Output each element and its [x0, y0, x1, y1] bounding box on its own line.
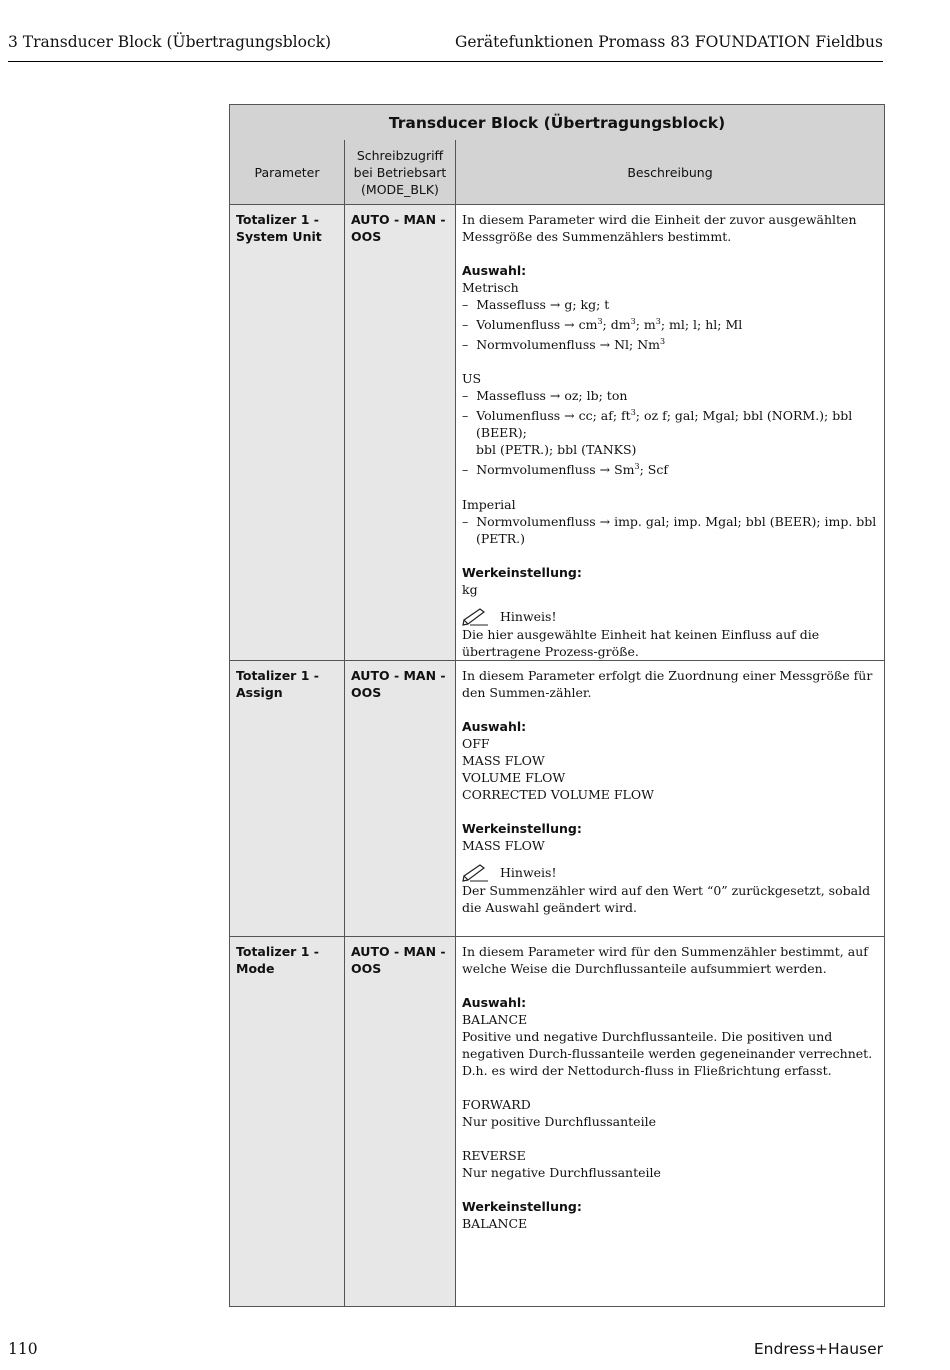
option-description: Nur positive Durchflussanteile [462, 1113, 656, 1129]
table-title: Transducer Block (Übertragungsblock) [230, 105, 885, 141]
options-group-imperial: Imperial [462, 496, 516, 512]
parameter-cell [230, 205, 345, 661]
column-header-mode [345, 140, 456, 205]
column-header-mode-line3: (MODE_BLK) [361, 181, 439, 197]
pencil-note-icon [462, 864, 490, 882]
parameter-name-line2: System Unit [236, 229, 322, 244]
default-heading: Werkeinstellung: [462, 820, 582, 836]
list-item: – Normvolumenfluss → Nl; Nm$^3$ [462, 337, 666, 353]
mode-cell [345, 660, 456, 936]
option-item: REVERSE [462, 1147, 526, 1163]
description-cell [456, 205, 885, 661]
transducer-block-table [229, 104, 885, 1307]
option-description: Nur negative Durchflussanteile [462, 1164, 661, 1180]
option-item: CORRECTED VOLUME FLOW [462, 786, 654, 802]
default-heading: Werkeinstellung: [462, 564, 582, 580]
parameter-name-line1: Totalizer 1 - [236, 212, 319, 227]
option-item: MASS FLOW [462, 752, 545, 768]
column-header-mode-line2: bei Betriebsart [353, 164, 447, 180]
options-group-metric: Metrisch [462, 280, 519, 295]
parameter-name-line2: Assign [236, 684, 283, 700]
column-header-mode-line1: Schreibzugriff [356, 147, 444, 163]
description-intro: In diesem Parameter erfolgt die Zuordnung einer Messgröße für den Summen-zähler. [462, 667, 873, 700]
hint-text: Die hier ausgewählte Einheit hat keinen Einfluss auf die übertragene Prozess-größe. [462, 626, 820, 659]
list-item: – Massefluss → oz; lb; ton [462, 388, 628, 404]
list-item: – Volumenfluss → cc; af; $ft^3$; oz f; gal; Mgal; bbl (NORM.); bbl (BEER); bbl (PETR.); bbl (TANKS) [462, 408, 853, 458]
mode-line1: AUTO - MAN - [351, 667, 446, 683]
page-header-chapter: 3 Transducer Block (Übertragungsblock) [8, 33, 332, 51]
table-row [230, 936, 885, 1306]
options-heading: Auswahl: [462, 263, 527, 278]
parameter-cell [230, 660, 345, 936]
options-group-us: US [462, 371, 482, 387]
mode-cell [345, 205, 456, 661]
option-item: VOLUME FLOW [462, 769, 566, 785]
list-item: – Normvolumenfluss → $Sm^3$; Scf [462, 462, 668, 478]
option-description: Positive und negative Durchflussanteile. Die positiven und negativen Durch-flussanteile werden gegeneinander verrechnet. D.h. es wird der Nettodurch-fluss in Fließrichtung erfasst. [462, 1028, 873, 1078]
hint-label: Hinweis! [500, 865, 557, 881]
hint-box [462, 864, 878, 882]
header-divider [8, 61, 883, 62]
default-heading: Werkeinstellung: [462, 1198, 582, 1214]
parameter-name-line1: Totalizer 1 - [236, 667, 319, 683]
page-header-title: Gerätefunktionen Promass 83 FOUNDATION Fieldbus [454, 33, 883, 51]
option-item: OFF [462, 735, 490, 751]
column-header-parameter: Parameter [230, 140, 345, 205]
options-heading: Auswahl: [462, 718, 527, 734]
description-cell [456, 936, 885, 1306]
default-value: MASS FLOW [462, 837, 545, 853]
default-value: BALANCE [462, 1215, 528, 1231]
list-item: – Volumenfluss → $cm^3$; $dm^3$; $m^3$; ml; l; hl; Ml [462, 317, 743, 333]
description-intro: In diesem Parameter wird für den Summenzähler bestimmt, auf welche Weise die Durchflussanteile aufsummiert werden. [462, 943, 868, 976]
mode-line2: OOS [351, 960, 382, 976]
options-heading: Auswahl: [462, 994, 527, 1010]
page-number: 110 [8, 1340, 38, 1358]
hint-box [462, 608, 878, 626]
table-row [230, 205, 885, 661]
description-intro: In diesem Parameter wird die Einheit der zuvor ausgewählten Messgröße des Summenzählers bestimmt. [462, 212, 857, 244]
parameter-name-line2: Mode [236, 960, 275, 976]
brand-name: Endress+Hauser [753, 1340, 883, 1358]
hint-label: Hinweis! [500, 609, 557, 625]
mode-line2: OOS [351, 229, 382, 244]
mode-line1: AUTO - MAN - [351, 943, 446, 959]
parameter-name-line1: Totalizer 1 - [236, 943, 319, 959]
column-header-description: Beschreibung [456, 140, 885, 205]
parameter-cell [230, 936, 345, 1306]
list-item: – Normvolumenfluss → imp. gal; imp. Mgal; bbl (BEER); imp. bbl (PETR.) [462, 513, 877, 546]
mode-line1: AUTO - MAN - [351, 212, 446, 227]
pencil-note-icon [462, 608, 490, 626]
list-item: – Massefluss → g; kg; t [462, 297, 610, 312]
mode-cell [345, 936, 456, 1306]
description-cell [456, 660, 885, 936]
mode-line2: OOS [351, 684, 382, 700]
default-value: kg [462, 581, 478, 597]
option-item: FORWARD [462, 1096, 531, 1112]
option-item: BALANCE [462, 1011, 528, 1027]
hint-text: Der Summenzähler wird auf den Wert “0” zurückgesetzt, sobald die Auswahl geändert wird. [462, 882, 871, 915]
table-row [230, 660, 885, 936]
